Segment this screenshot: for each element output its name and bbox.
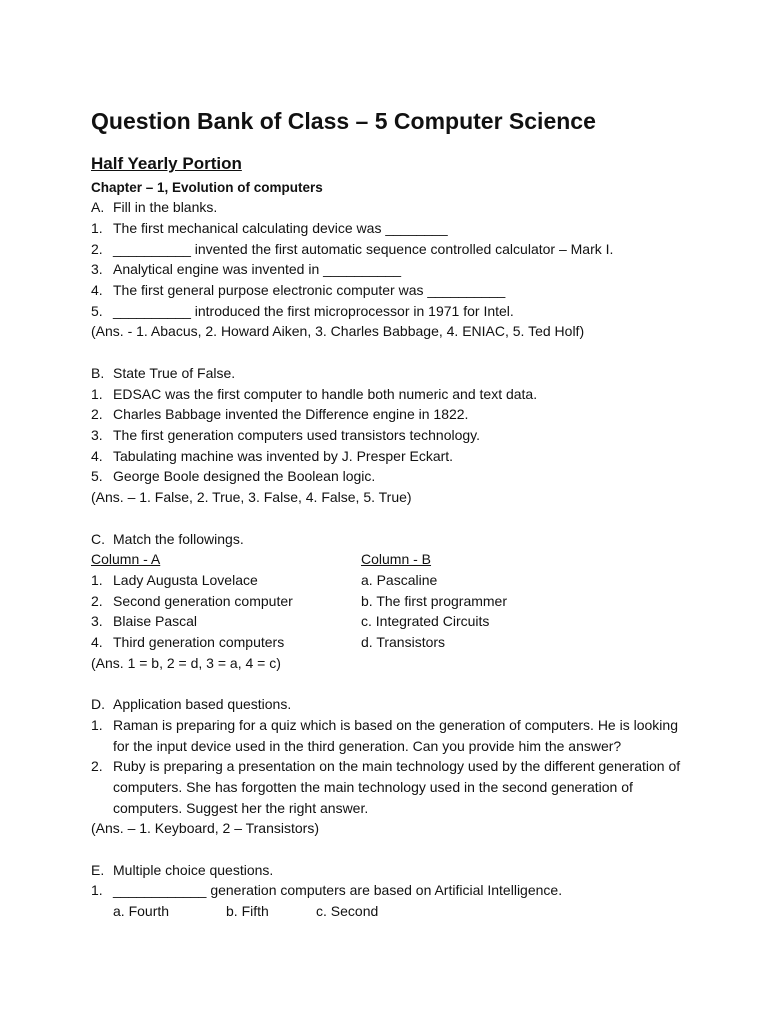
option-a: a. Fourth xyxy=(113,903,170,919)
question-line: computers. Suggest her the right answer. xyxy=(113,800,369,816)
section-e-heading: E. Multiple choice questions. xyxy=(91,862,274,878)
column-b-header: Column - B xyxy=(361,551,432,567)
match-row-b: b. The first programmer xyxy=(361,593,508,609)
answer-line: (Ans. – 1. False, 2. True, 3. False, 4. False, 5. True) xyxy=(91,489,412,505)
match-row-b: c. Integrated Circuits xyxy=(361,613,490,629)
list-item: 5. __________ introduced the first microprocessor in 1971 for Intel. xyxy=(91,303,514,319)
column-a-header: Column - A xyxy=(91,551,161,567)
list-item: 3. The first generation computers used transistors technology. xyxy=(91,427,481,443)
answer-line: (Ans. - 1. Abacus, 2. Howard Aiken, 3. Charles Babbage, 4. ENIAC, 5. Ted Holf) xyxy=(91,323,585,339)
list-item: 5. George Boole designed the Boolean logic. xyxy=(91,468,376,484)
answer-line: (Ans. – 1. Keyboard, 2 – Transistors) xyxy=(91,820,319,836)
match-row-b: a. Pascaline xyxy=(361,572,438,588)
match-row-a: 2. Second generation computer xyxy=(91,593,293,609)
question-line: for the input device used in the third generation. Can you provide him the answer? xyxy=(113,738,622,754)
match-row-a: 3. Blaise Pascal xyxy=(91,613,198,629)
list-item: 2. __________ invented the first automatic sequence controlled calculator – Mark I. xyxy=(91,241,614,257)
match-row-a: 1. Lady Augusta Lovelace xyxy=(91,572,258,588)
section-b-heading: B. State True of False. xyxy=(91,365,236,381)
list-item: 1. EDSAC was the first computer to handle both numeric and text data. xyxy=(91,386,538,402)
question-line: 1. ____________ generation computers are based on Artificial Intelligence. xyxy=(91,882,563,898)
page-title: Question Bank of Class – 5 Computer Science xyxy=(91,108,596,134)
list-item: 4. Tabulating machine was invented by J. Presper Eckart. xyxy=(91,448,454,464)
list-item: 2. Charles Babbage invented the Difference engine in 1822. xyxy=(91,406,469,422)
portion-heading: Half Yearly Portion xyxy=(91,154,242,173)
question-line: computers. She has forgotten the main technology used in the second generation of xyxy=(113,779,633,795)
question-line: 1. Raman is preparing for a quiz which is based on the generation of computers. He is looking xyxy=(91,717,678,733)
match-row-a: 4. Third generation computers xyxy=(91,634,285,650)
question-line: 2. Ruby is preparing a presentation on the main technology used by the different generation of xyxy=(91,758,681,774)
answer-line: (Ans. 1 = b, 2 = d, 3 = a, 4 = c) xyxy=(91,655,281,671)
option-c: c. Second xyxy=(316,903,379,919)
section-d-heading: D. Application based questions. xyxy=(91,696,292,712)
match-row-b: d. Transistors xyxy=(361,634,446,650)
option-b: b. Fifth xyxy=(226,903,269,919)
list-item: 3. Analytical engine was invented in __________ xyxy=(91,261,401,277)
list-item: 4. The first general purpose electronic computer was __________ xyxy=(91,282,506,298)
section-c-heading: C. Match the followings. xyxy=(91,531,244,547)
section-a-heading: A. Fill in the blanks. xyxy=(91,199,218,215)
chapter-heading: Chapter – 1, Evolution of computers xyxy=(91,180,323,195)
list-item: 1. The first mechanical calculating device was ________ xyxy=(91,220,448,236)
